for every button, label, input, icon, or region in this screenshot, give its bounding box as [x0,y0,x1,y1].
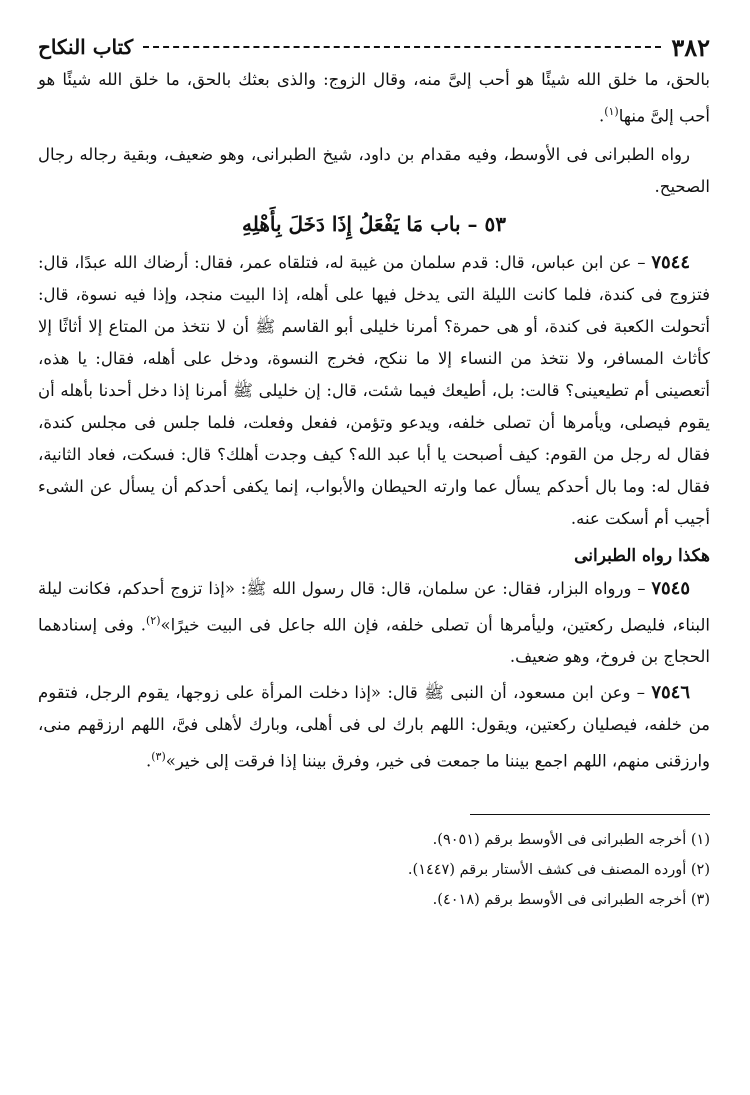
hadith-text: – عن ابن عباس، قال: قدم سلمان من غيبة له، فتلقاه عمر، فقال: أرضاك الله عبدًا، قال: فتزوج فى كندة، فلما كانت الليلة التى يدخل فيها على أهله، إذا البيت منجد، وإذا فيه نسوة، قال: أتحولت الكعبة فى كندة، أو هى حمرة؟ أمرنا خليلى أبو القاسم ﷺ أن لا نتخذ من المتاع إلا أثاثًا إلا كأثاث المسافر، ولا نتخذ من النساء إلا ما ننكح، فخرج النسوة، ودخل على أهله، فقال: يا هذه، أتعصينى أم تطيعينى؟ قالت: بل، أطيعك فيما شئت، قال: إن خليلى ﷺ أمرنا إذا دخل أحدنا بأهله أن يقوم فيصلى، ويأمرها أن تصلى خلفه، ويدعو وتؤمن، ففعل وفعلت، فلما جلس فى مجلس كندة، فقال له رجل من القوم: كيف أصبحت يا أبا عبد الله؟ كيف وجدت أهلك؟ قال: فسكت، فعاد الثانية، فقال له: وما بال أحدكم يسأل عما وارته الحيطان والأبواب، إنما يكفى أحدكم أن يسأل عن الشىء أجيب أم أسكت عنه. [38,252,710,528]
narration-sub-heading: هكذا رواه الطبرانى [574,545,710,566]
hadith-number: ٧٥٤٥ [651,577,690,599]
hadith-text: – وعن ابن مسعود، أن النبى ﷺ قال: «إذا دخلت المرأة على زوجها، يقوم الرجل، فتقوم من خلفه، فيصليان ركعتين، ويقول: اللهم بارك لى فى أهلى، وبارك لأهلى فىَّ، اللهم ارزقهم منى، وارزقنى منهم، اللهم اجمع بيننا ما جمعت فى خير، وفرق بيننا إذا فرقت إلى خير» [38,683,710,771]
book-title: كتاب النكاح [38,35,134,59]
hadith-7546 [38,677,710,778]
intro-end: . [598,106,605,126]
intro-paragraph [38,64,710,133]
page-number: ٣٨٢ [671,32,710,62]
hadith-7545 [38,573,710,674]
header-divider [143,46,661,48]
footnote-ref-1: (١) [604,105,619,118]
footnote-3: (٣) أخرجه الطبرانى فى الأوسط برقم (٤٠١٨). [432,891,710,908]
footnote-2: (٢) أورده المصنف فى كشف الأستار برقم (١٤٤٧). [407,861,710,878]
chapter-heading: ٥٣ – باب مَا يَفْعَلُ إِذَا دَخَلَ بِأَهْلِهِ [242,211,506,236]
hadith-text-end: . وفى إسنادهما الحجاج بن فروخ، وهو ضعيف. [38,615,710,666]
book-page [38,30,710,1080]
footnote-1: (١) أخرجه الطبرانى فى الأوسط برقم (٩٠٥١). [432,831,710,848]
footnote-ref-3: (٣) [151,750,166,763]
footnote-divider [470,814,710,815]
hadith-number: ٧٥٤٦ [651,682,690,703]
hadith-text: – ورواه البزار، فقال: عن سلمان، قال: قال رسول الله ﷺ: «إذا تزوج أحدكم، فكانت ليلة البناء، فليصل ركعتين، وليأمرها أن تصلى خلفه، فإن الله جاعل فى البيت خيرًا» [38,578,710,634]
hadith-number: ٧٥٤٤ [651,251,690,273]
hadith-7544 [38,247,710,535]
narration-note: رواه الطبرانى فى الأوسط، وفيه مقدام بن داود، شيخ الطبرانى، وهو ضعيف، وبقية رجاله رجال الصحيح. [38,144,710,196]
footnote-ref-2: (٢) [145,613,161,627]
intro-text: بالحق، ما خلق الله شيئًا هو أحب إلىَّ منه، وقال الزوج: والذى بعثك بالحق، ما خلق الله شيئًا هو أحب إلىَّ منها [38,70,710,126]
hadith-text-end: . [145,751,152,771]
page-header [38,30,710,64]
